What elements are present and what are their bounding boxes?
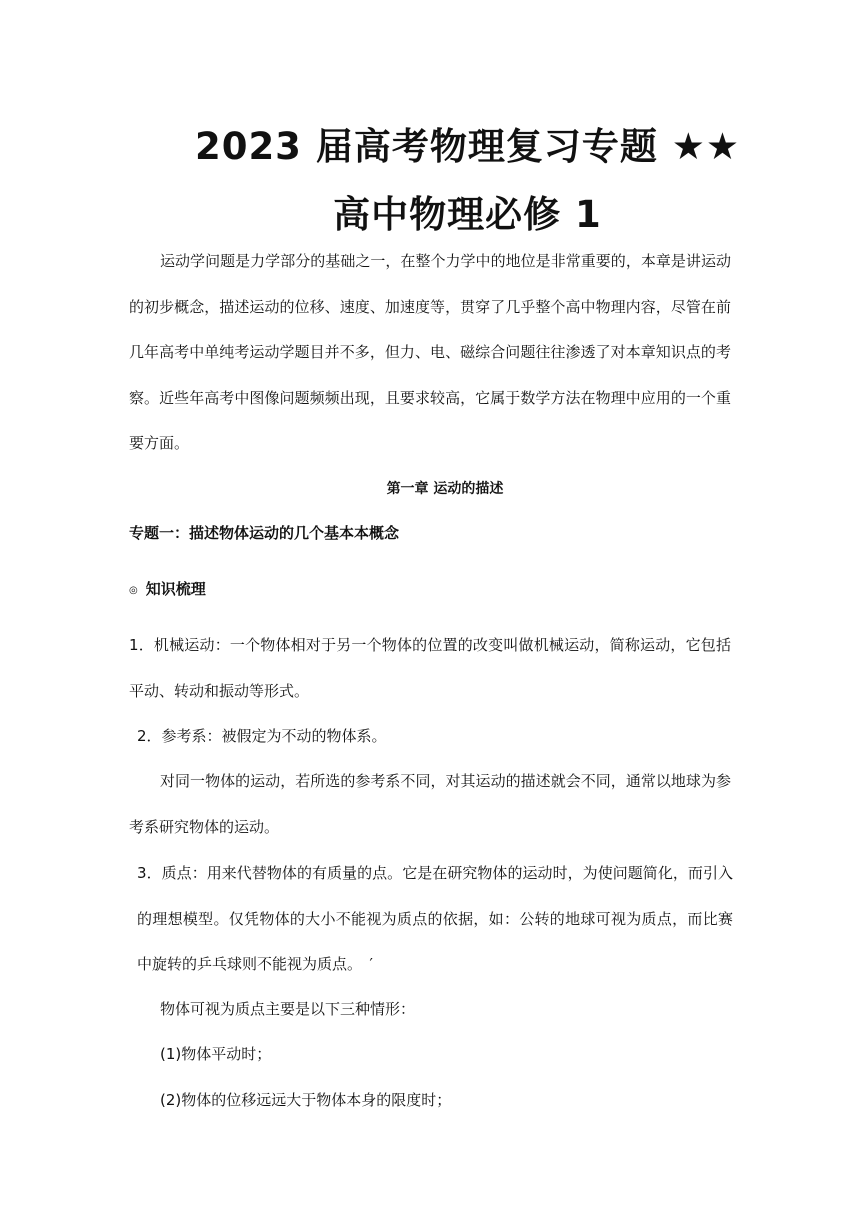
document-title-line-1: 2023 届高考物理复习专题 ★★ [194,125,741,168]
case-1: (1)物体平动时； [160,1045,272,1063]
item-2-reference-frame: 2．参考系：被假定为不动的物体系。 [137,727,387,745]
case-2: (2)物体的位移远远大于物体本身的限度时； [160,1091,452,1109]
intro-paragraph: 运动学问题是力学部分的基础之一，在整个力学中的地位是非常重要的，本章是讲运动的初步概念，描述运动的位移、速度、加速度等，贯穿了几乎整个高中物理内容，尽管在前几年高考中单纯考运动学题目并不多，但力、电、磁综合问题往往渗透了对本章知识点的考察。近些年高考中图像问题频频出现，且要求较高，它属于数学方法在物理中应用的一个重要方面。 [129,252,731,452]
item-3-particle [137,851,733,988]
cases-intro: 物体可视为质点主要是以下三种情形： [160,1000,416,1018]
document-title-line-2: 高中物理必修 1 [333,193,602,236]
section-heading: 知识梳理 [145,580,206,598]
item-2-note: 对同一物体的运动，若所选的参考系不同，对其运动的描述就会不同，通常以地球为参考系研究物体的运动。 [129,772,731,836]
item-1-mechanical-motion: 1．机械运动：一个物体相对于另一个物体的位置的改变叫做机械运动，简称运动，它包括平动、转动和振动等形式。 [129,636,731,700]
bullet-icon: ◎ [129,585,138,596]
section-heading-row [129,578,733,602]
item-3-text: 3．质点：用来代替物体的有质量的点。它是在研究物体的运动时，为使问题简化，而引入的理想模型。仅凭物体的大小不能视为质点的依据，如：公转的地球可视为质点，而比赛中旋转的乒乓球则不能视为质点。 ′ [137,864,733,973]
chapter-heading: 第一章 运动的描述 [386,481,504,497]
topic-heading: 专题一：描述物体运动的几个基本本概念 [129,524,400,542]
